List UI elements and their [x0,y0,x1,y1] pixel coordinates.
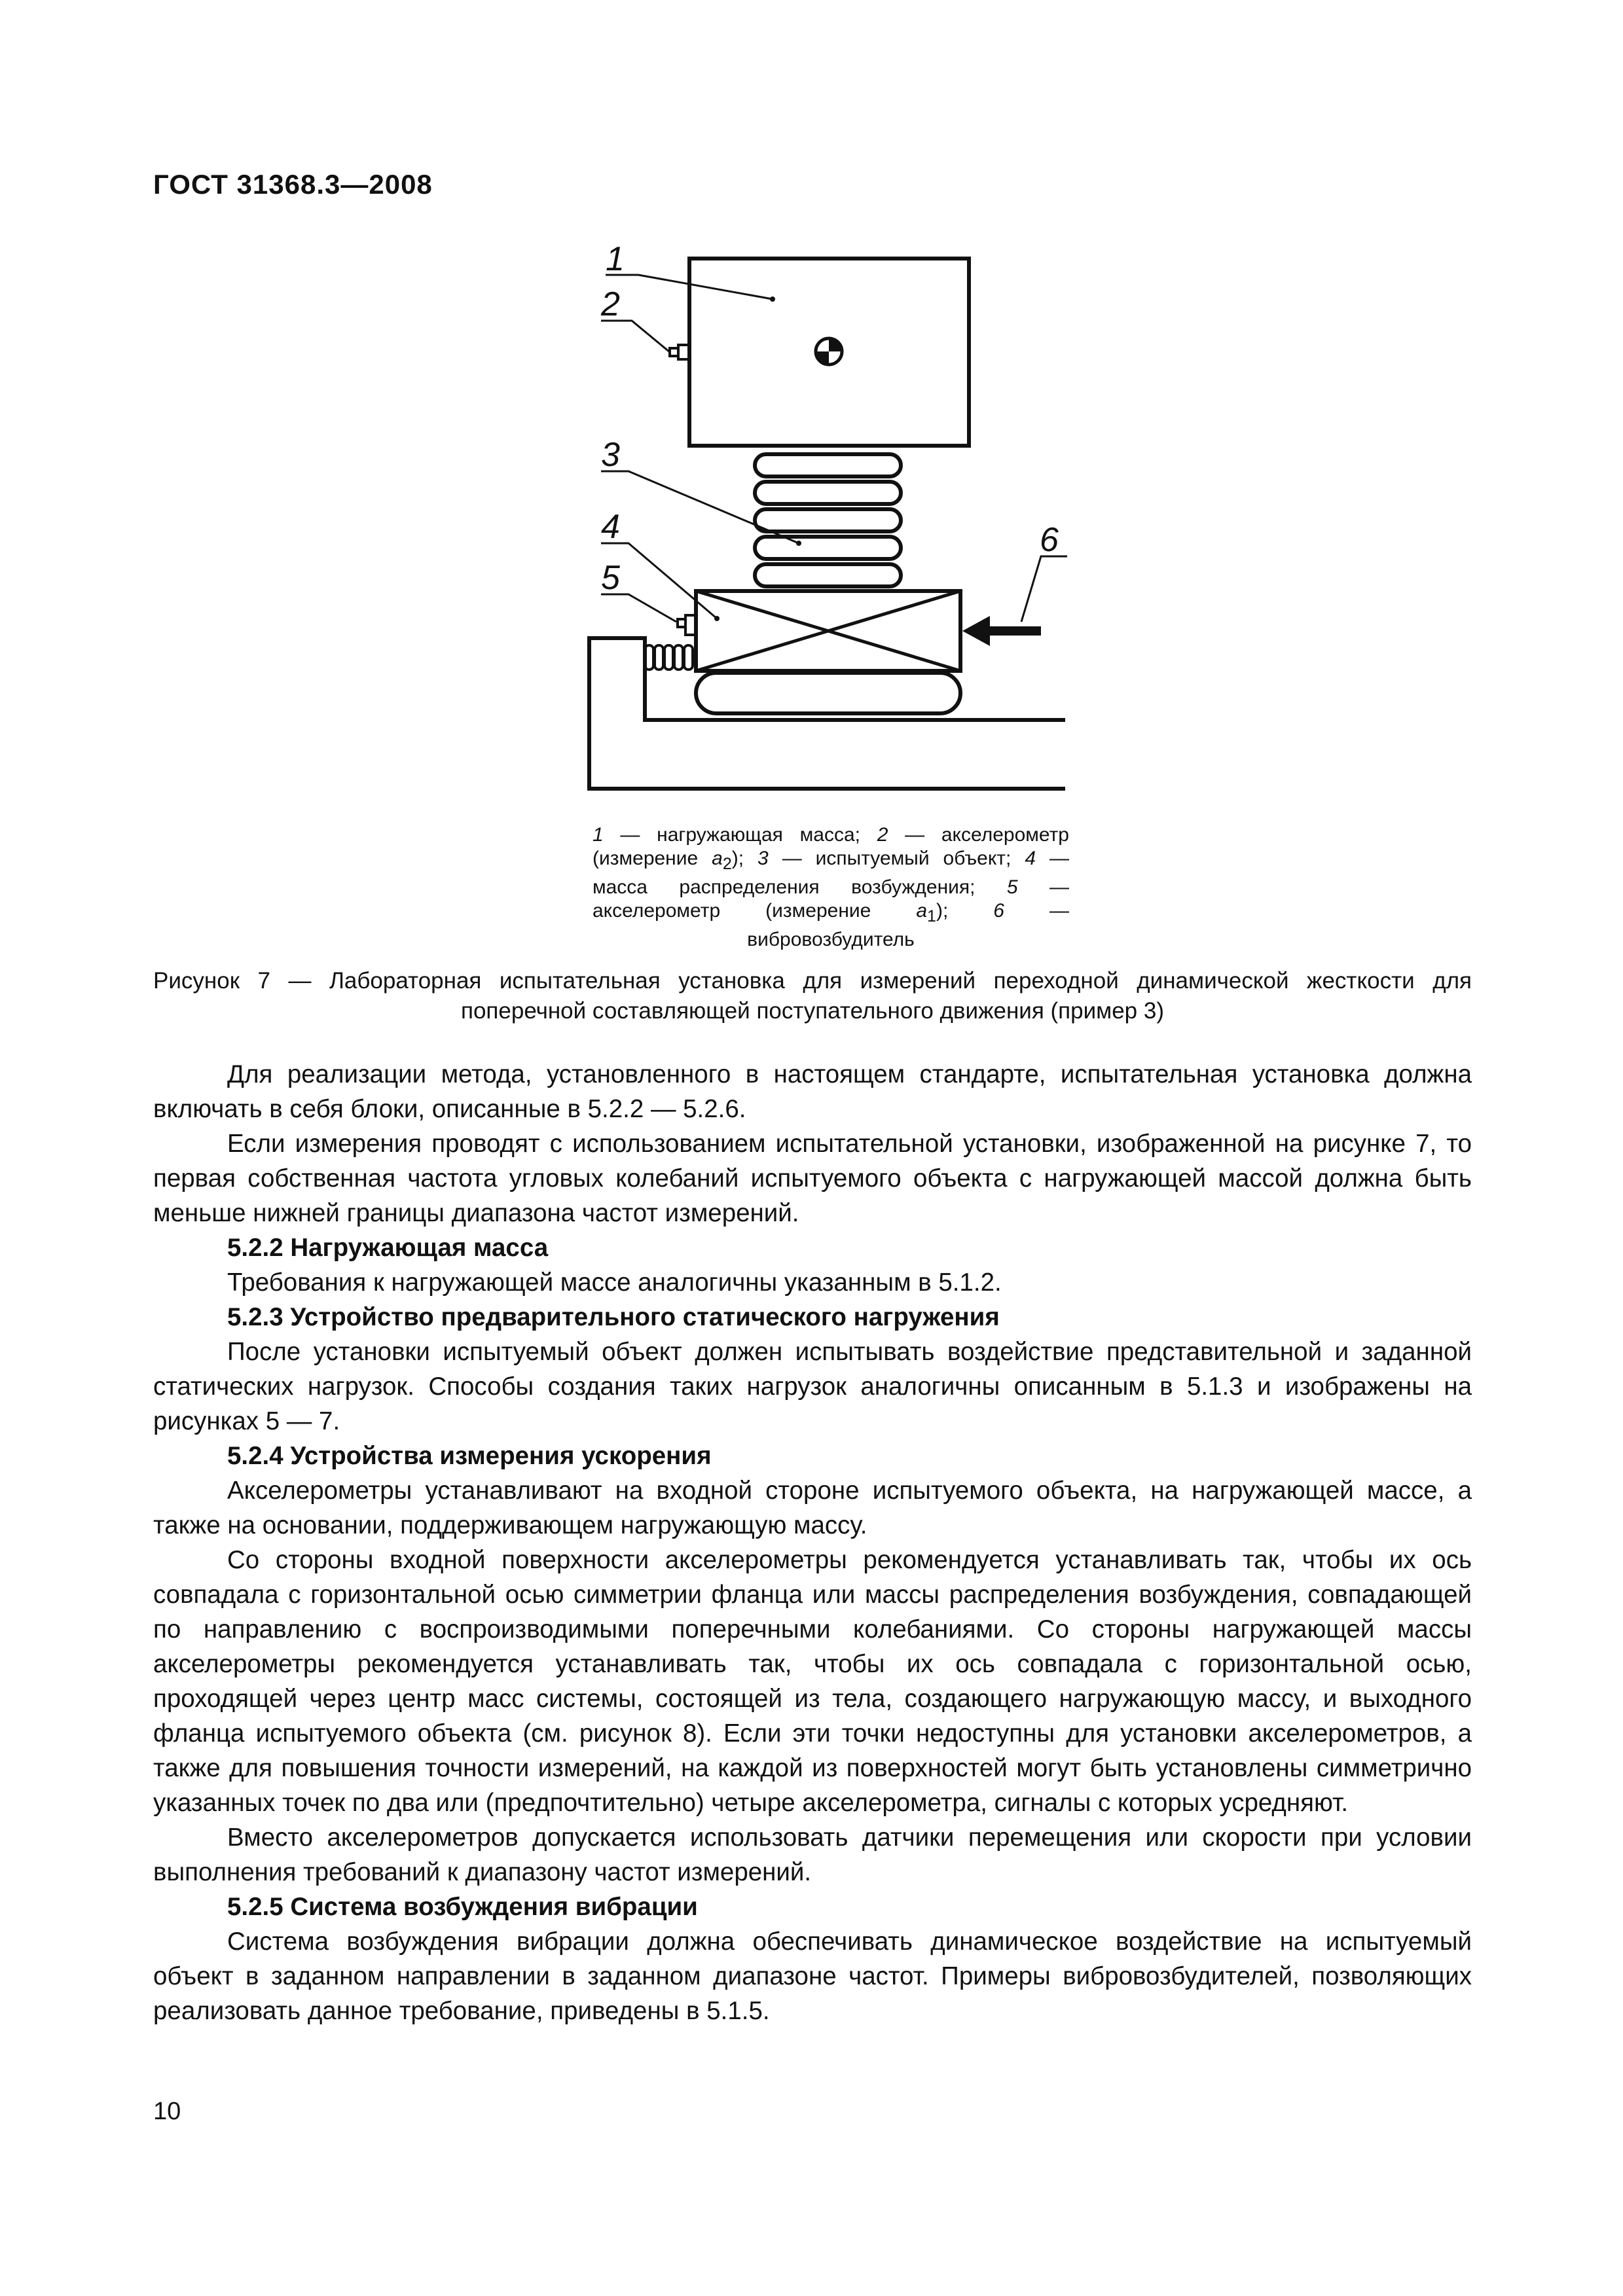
label-1: 1 [606,240,625,278]
label-5: 5 [601,559,620,597]
legend-text-5b: ); [936,900,994,922]
body-text [153,1057,1472,2028]
paragraph: Вместо акселерометров допускается использовать датчики перемещения или скорости при условии выполнения требований к диапазону частот измерений. [153,1823,1472,1886]
legend-num-2: 2 [877,824,888,846]
legend-text-4: — масса распределения возбуждения; [593,848,1069,898]
paragraph: Если измерения проводят с использованием испытательной установки, изображенной на рисунке 7, то первая собственная частота угловых колебаний испытуемого объекта с нагружающей массой должна быть меньше нижней границы диапазона частот измерений. [153,1130,1472,1227]
figure-caption [153,966,1472,1026]
legend-text-2: — акселерометр (измерение [593,824,1069,869]
label-3: 3 [601,436,620,474]
test-setup-drawing [576,236,1087,818]
figure-7-diagram [576,236,1087,818]
caption-line-1: Рисунок 7 — Лабораторная испытательная установка для измерений переходной динамической жесткости для [153,968,1472,994]
legend-num-4: 4 [1025,848,1036,869]
support-pad [696,673,960,713]
legend-text-3: — испытуемый объект; [768,848,1025,869]
document-header: ГОСТ 31368.3—2008 [153,169,433,200]
accelerometer-2-icon [670,345,689,359]
legend-text-2b: ); [731,848,758,869]
legend-num-3: 3 [757,848,769,869]
label-4: 4 [601,508,620,546]
page-number: 10 [153,2098,181,2125]
label-2: 2 [601,285,620,323]
legend-text-5: — акселерометр (измерение [593,876,1069,922]
legend-var-a2: a [712,848,723,869]
vibration-exciter-arrow-icon [962,616,1041,646]
side-spring [645,645,693,670]
paragraph: Для реализации метода, установленного в настоящем стандарте, испытательная установка должна включать в себя блоки, описанные в 5.2.2 — 5.2.6. [153,1060,1472,1123]
caption-line-2: поперечной составляющей поступательного движения (пример 3) [461,998,1164,1024]
section-heading-5-2-5: 5.2.5 Система возбуждения вибрации [227,1893,698,1921]
paragraph: После установки испытуемый объект должен испытывать воздействие представительной и заданной статических нагрузок. Способы создания таких нагрузок аналогичны описанным в 5.1.3 и изображены на рисунках 5 — 7. [153,1338,1472,1435]
paragraph: Система возбуждения вибрации должна обеспечивать динамическое воздействие на испытуемый объект в заданном направлении в заданном диапазоне частот. Примеры вибровозбудителей, позволяющих реализовать данное требование, приведены в 5.1.5. [153,1928,1472,2025]
legend-num-5: 5 [1006,876,1018,898]
loading-mass-block [689,259,969,446]
legend-num-6: 6 [993,900,1004,922]
legend-text-1: — нагружающая масса; [603,824,877,846]
legend-sub-1: 1 [927,907,936,925]
legend-num-1: 1 [593,824,604,846]
accelerometer-5-icon [678,615,696,635]
spring-test-object [755,454,901,586]
leader-lines [601,275,1067,622]
center-of-mass-icon [816,338,842,365]
section-heading-5-2-4: 5.2.4 Устройства измерения ускорения [227,1442,712,1470]
paragraph: Акселерометры устанавливают на входной стороне испытуемого объекта, на нагружающей массе, а также на основании, поддерживающем нагружающую массу. [153,1477,1472,1539]
legend-var-a1: a [916,900,928,922]
label-6: 6 [1040,521,1059,559]
excitation-distribution-mass [696,591,960,671]
section-heading-5-2-3: 5.2.3 Устройство предварительного статического нагружения [227,1303,1000,1331]
figure-legend [593,823,1069,952]
legend-text-6: — вибровозбудитель [747,900,1069,950]
paragraph: Требования к нагружающей массе аналогичны указанным в 5.1.2. [227,1268,1002,1297]
paragraph: Со стороны входной поверхности акселерометры рекомендуется устанавливать так, чтобы их ось совпадала с горизонтальной осью симметрии фланца или массы распределения возбуждения, совпадающей по направлению с воспроизводимыми поперечными колебаниями. Со стороны нагружающей массы акселерометры рекомендуется устанавливать так, чтобы их ось совпадала с горизонтальной осью, проходящей через центр масс системы, состоящей из тела, создающего нагружающую массу, и выходного фланца испытуемого объекта (см. рисунок 8). Если эти точки недоступны для установки акселерометров, а также для повышения точности измерений, на каждой из поверхностей могут быть установлены симметрично указанных точек по два или (предпочтительно) четыре акселерометра, сигналы с которых усредняют. [153,1546,1472,1817]
section-heading-5-2-2: 5.2.2 Нагружающая масса [227,1234,549,1262]
legend-sub-2: 2 [722,855,732,873]
